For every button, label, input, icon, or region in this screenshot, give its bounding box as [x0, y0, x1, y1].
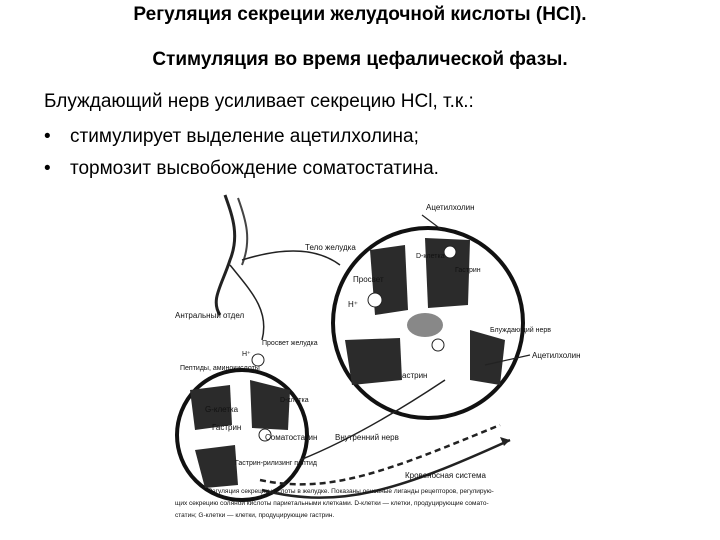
nerve-line — [230, 265, 264, 340]
label-stomach-body: Тело желудка — [305, 243, 356, 252]
label-inner-nerve: Внутренний нерв — [335, 433, 399, 442]
label-h-plus-left: H⁺ — [242, 351, 251, 358]
label-lumen-right: Просвет — [353, 275, 384, 284]
acid-regulation-diagram — [170, 190, 600, 530]
slide-title: Регуляция секреции желудочной кислоты (HCl). — [133, 4, 587, 25]
label-antrum: Антральный отдел — [175, 311, 245, 320]
intro-text: Блуждающий нерв усиливает секрецию HCl, т.к.: — [44, 91, 474, 112]
label-gastrin-left: Гастрин — [212, 423, 242, 432]
slide-subtitle: Стимуляция во время цефалической фазы. — [152, 49, 568, 70]
label-lumen-left: Просвет желудка — [262, 340, 318, 347]
label-somatostatin: Соматостатин — [265, 433, 318, 442]
figure-caption: Регуляция секреции кислоты в желудке. Показаны основные лиганды рецепторов, регулирую- — [208, 488, 494, 495]
label-gastrin-mid: астрин — [402, 371, 428, 380]
receptor-symbol — [432, 339, 444, 351]
stomach-sketch-inner — [238, 198, 247, 265]
bullet-text: стимулирует выделение ацетилхолина; — [70, 126, 419, 147]
mucosa-band — [345, 338, 402, 385]
figure-caption: щих секрецию соляной кислоты париетальными клетками. D-клетки — клетки, продуцирующие сомато- — [175, 500, 489, 507]
bullet-marker: • — [44, 158, 51, 179]
label-acetylcholine-mid: Ацетилхолин — [532, 351, 581, 360]
label-g-cell: G-клетка — [205, 405, 239, 414]
receptor-symbol — [368, 293, 382, 307]
receptor-symbol — [444, 246, 456, 258]
stomach-sketch — [216, 195, 235, 315]
mucosa-band — [195, 445, 238, 488]
bullet-item — [44, 126, 419, 148]
label-grp: Гастрин-рилизинг пептид — [235, 460, 317, 467]
figure-caption: статин; G-клетки — клетки, продуцирующие гастрин. — [175, 512, 335, 519]
bullet-item — [44, 158, 439, 180]
mucosa-band — [470, 330, 505, 385]
label-blood: Кровеносная система — [405, 471, 486, 480]
label-d-cell-left: D-клетка — [280, 397, 309, 404]
vagus-line — [242, 251, 340, 265]
inner-nerve-line — [300, 380, 445, 460]
label-gastrin-right: Гастрин — [455, 267, 481, 274]
label-peptides: Пептиды, аминокислоты — [180, 365, 260, 372]
label-vagus: Блуждающий нерв — [490, 327, 551, 334]
label-h-plus-right: H⁺ — [348, 300, 358, 309]
bullet-text: тормозит высвобождение соматостатина. — [70, 158, 439, 179]
bullet-marker: • — [44, 126, 51, 147]
label-acetylcholine-top: Ацетилхолин — [426, 203, 475, 212]
label-d-cell-right: D-клетка — [416, 253, 445, 260]
parietal-cell — [407, 313, 443, 337]
